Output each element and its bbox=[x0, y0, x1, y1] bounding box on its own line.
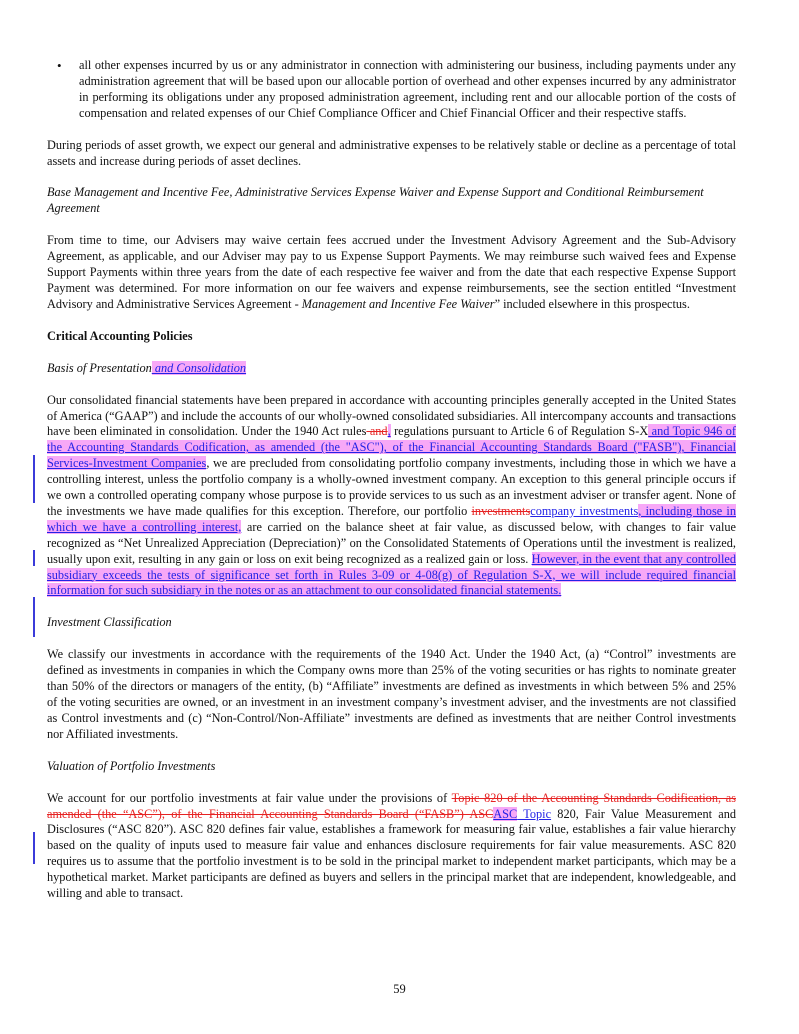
bullet-text: all other expenses incurred by us or any administrator in connection with administering our business, including payments under any administration agreement that will be based upon our allocable portion of overhead and other expenses incurred by any administrator in performing its obligations under any proposed administration agreement, including rent and our allocable portion of the costs of compensation and related expenses of our Chief Compliance Officer and Chief Financial Officer and their respective staffs. bbox=[79, 58, 736, 120]
text-run: We account for our portfolio investments at fair value under the provisions of bbox=[47, 790, 452, 805]
paragraph-classification: We classify our investments in accordance with the requirements of the 1940 Act. Under the 1940 Act, (a) “Control” investments are defined as investments in companies in which the Company owns more than 25% of the voting securities or has rights to nominate greater than 50% of the directors or managers of the entity, (b) “Affiliate” investments are defined as investments in which between 5% and 25% of the voting securities are owned, or an investment in an investment company’s investment adviser, and the investments are not classified as Control investments and (c) “Non-Control/Non-Affiliate” investments are defined as investments that are neither Control investments nor Affiliated investments. bbox=[47, 647, 736, 741]
bullet-icon: • bbox=[57, 58, 62, 73]
heading-valuation: Valuation of Portfolio Investments bbox=[47, 758, 216, 773]
paragraph-basis bbox=[47, 393, 736, 600]
page-number: 59 bbox=[393, 982, 406, 996]
text-run: are carried on the balance sheet at fair value, as discussed below, with changes to fair value recognized as “Net Unrealized Appreciation (Depreciation)” on the Consolidated Statements of Operations until the investment is realized, usually upon exit, resulting in any gain or loss on exit being recognized as a realized gain or loss. bbox=[47, 519, 736, 566]
inserted-text: and Consolidation bbox=[151, 360, 247, 375]
bullet-item-other-expenses bbox=[47, 58, 736, 122]
heading-investment-classification: Investment Classification bbox=[47, 615, 172, 630]
change-bar bbox=[33, 455, 35, 503]
italic-reference: Management and Incentive Fee Waiver bbox=[301, 296, 495, 311]
text-run: 820, Fair Value Measurement and Disclosures (“ASC 820”). ASC 820 defines fair value, establishes a framework for measuring fair value, establishes a fair value hierarchy based on the quality of inputs used to measure fair value and enhances disclosure requirements for fair value measurements. ASC 820 requires us to assume that the portfolio investment is to be sold in the principal market to independent market participants, which may be a hypothetical market. Market participants are defined as buyers and sellers in the principal market that are independent, knowledgeable, and willing and able to transact. bbox=[47, 806, 737, 901]
inserted-text: company investments bbox=[530, 503, 639, 518]
inserted-text: and Topic 946 of the Accounting Standards Codification, as amended (the "ASC"), of the Financial Accounting Standards Board ("FASB"), Financial Services-Investment Companies bbox=[47, 424, 736, 471]
heading-basis-of-presentation bbox=[47, 361, 736, 377]
paragraph-asset-growth: During periods of asset growth, we expect our general and administrative expenses to be relatively stable or decline as a percentage of total assets and increase during periods of asset declines. bbox=[47, 137, 736, 168]
text-run: regulations pursuant to Article 6 of Regulation S-X bbox=[390, 424, 649, 439]
change-bar bbox=[33, 832, 35, 864]
text-run: ” included elsewhere in this prospectus. bbox=[494, 296, 690, 311]
heading-text: Basis of Presentation bbox=[47, 360, 152, 375]
paragraph-fee-waiver bbox=[47, 233, 736, 313]
deleted-text: and bbox=[366, 424, 388, 439]
inserted-text: , including those in which we have a controlling interest, bbox=[47, 503, 736, 534]
document-page bbox=[47, 58, 736, 902]
change-bar bbox=[33, 550, 35, 566]
deleted-text: investments bbox=[471, 503, 531, 518]
heading-fee-waiver: Base Management and Incentive Fee, Administrative Services Expense Waiver and Expense Support and Conditional Reimbursement Agreement bbox=[47, 185, 704, 216]
text-run: , we are precluded from consolidating portfolio company investments, including those in which we have a controlling interest, unless the portfolio company is a wholly-owned investment company. An exception to this general principle occurs if we own a controlled operating company whose purpose is to provide services to us such as an investment adviser or transfer agent. None of the investments we have made qualifies for this exception. Therefore, our portfolio bbox=[47, 456, 737, 518]
text-run: From time to time, our Advisers may waive certain fees accrued under the Investment Advisory Agreement and the Sub-Advisory Agreement, as applicable, and our Adviser may pay to us Expense Support Payments. We may reimburse such waived fees and Expense Support Payments within three years from the date of each respective fee waiver and from the date that each respective Expense Support Payment was determined. For more information on our fee waivers and expense reimbursements, see the section entitled “Investment Advisory and Administrative Services Agreement - bbox=[47, 233, 736, 311]
heading-critical-accounting-policies: Critical Accounting Policies bbox=[47, 328, 193, 343]
inserted-text: Topic bbox=[517, 806, 552, 821]
inserted-text: However, in the event that any controlled subsidiary exceeds the tests of significance set forth in Rules 3-09 or 4-08(g) of Regulation S-X, we will include required financial information for such subsidiary in the notes or as an attachment to our consolidated financial statements. bbox=[47, 551, 736, 598]
inserted-text: , bbox=[387, 424, 391, 439]
text-run: Our consolidated financial statements have been prepared in accordance with accounting principles generally accepted in the United States of America (“GAAP”) and include the accounts of our wholly-owned consolidated subsidiaries. All intercompany accounts and transactions have been eliminated in consolidation. Under the 1940 Act rules bbox=[47, 392, 736, 439]
paragraph-valuation bbox=[47, 791, 736, 902]
change-bar bbox=[33, 597, 35, 637]
inserted-text: ASC bbox=[493, 806, 518, 821]
deleted-text: Topic 820 of the Accounting Standards Codification, as amended (the “ASC”), of the Financial Accounting Standards Board (“FASB”) ASC bbox=[47, 790, 736, 821]
